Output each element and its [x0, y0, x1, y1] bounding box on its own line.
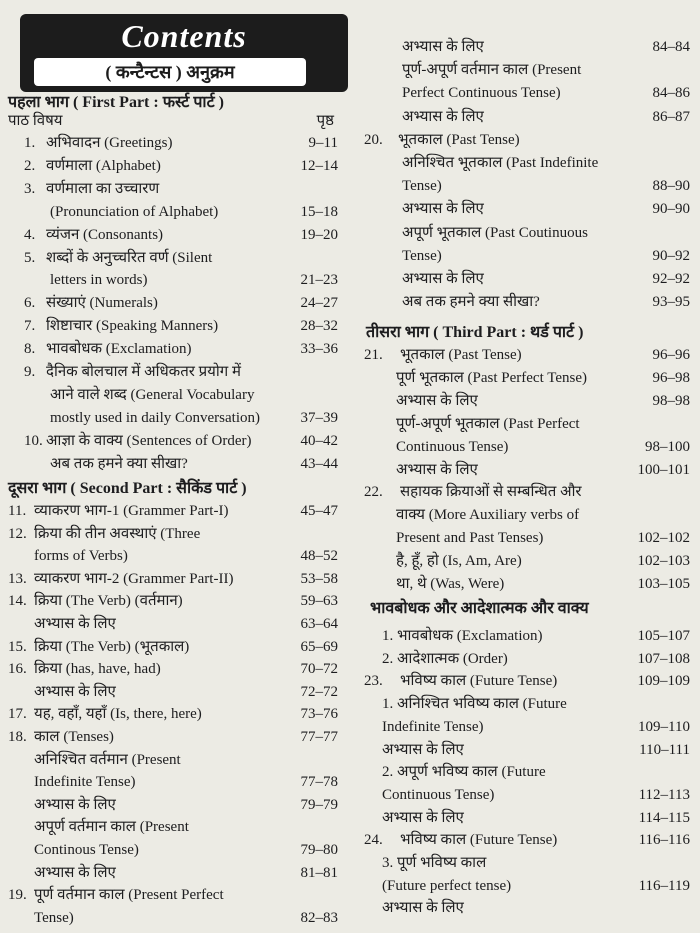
toc-title: सहायक क्रियाओं से सम्बन्धित और: [400, 484, 582, 501]
toc-title: mostly used in daily Conversation): [50, 409, 260, 426]
toc-row: [24, 178, 338, 200]
toc-row: [364, 291, 690, 313]
toc-title: अनिश्चित भूतकाल (Past Indefinite: [402, 155, 599, 171]
toc-row: [364, 175, 690, 197]
toc-title: आज्ञा के वाक्य (Sentences of Order): [46, 432, 252, 449]
toc-number: 10.: [24, 432, 43, 449]
toc-title: 1. अनिश्चित भविष्य काल (Future: [382, 696, 567, 713]
toc-title: Tense): [34, 909, 74, 926]
toc-page-range: 84–84: [652, 39, 690, 55]
page-title: Contents: [121, 18, 247, 54]
toc-number: 22.: [364, 484, 383, 501]
toc-number: 23.: [364, 673, 383, 690]
toc-title: Present and Past Tenses): [396, 530, 544, 547]
toc-number: 12.: [8, 525, 27, 542]
toc-row: [364, 784, 690, 806]
toc-title: अभ्यास के लिए: [396, 392, 478, 409]
toc-title: Tense): [402, 178, 442, 195]
toc-title: अब तक हमने क्या सीखा?: [402, 294, 540, 311]
toc-title: अभिवादन (Greetings): [46, 135, 173, 151]
toc-page-range: 102–103: [637, 553, 690, 570]
toc-row: [364, 625, 690, 647]
toc-row: [8, 794, 338, 816]
toc-page-range: 72–72: [300, 683, 338, 700]
toc-title: Perfect Continuous Tense): [402, 85, 561, 102]
toc-page-range: 109–110: [638, 718, 690, 735]
toc-row: [8, 613, 338, 635]
toc-row: [24, 224, 338, 246]
toc-row: [364, 761, 690, 783]
toc-title: Continuous Tense): [396, 438, 509, 455]
toc-row: [8, 681, 338, 703]
toc-row: [364, 693, 690, 715]
toc-page-range: 100–101: [637, 461, 690, 478]
toc-title: Tense): [402, 247, 442, 264]
toc-page-range: 112–113: [638, 786, 690, 803]
toc-title: भविष्य काल (Future Tense): [400, 832, 558, 849]
toc-row: [24, 155, 338, 177]
toc-page-range: 15–18: [300, 203, 338, 220]
toc-row: [8, 703, 338, 725]
toc-page-range: 37–39: [300, 409, 338, 426]
toc-title: शब्दों के अनुच्चरित वर्ण (Silent: [46, 249, 213, 266]
toc-page-range: 110–111: [639, 741, 690, 758]
toc-page-range: 114–115: [638, 809, 690, 826]
toc-page-range: 93–95: [652, 294, 690, 311]
toc-row: [364, 106, 690, 128]
toc-row: [8, 568, 338, 590]
toc-page-range: 105–107: [637, 628, 690, 644]
toc-number: 1.: [24, 135, 36, 151]
toc-number: 9.: [24, 364, 36, 380]
toc-row: [364, 129, 690, 151]
toc-row: [24, 315, 338, 337]
toc-row: [24, 430, 338, 452]
toc-number: 16.: [8, 661, 27, 678]
toc-row: [24, 384, 338, 406]
toc-row: [8, 884, 338, 906]
toc-row: [364, 573, 690, 595]
toc-page-range: 88–90: [652, 178, 690, 195]
section-heading-exclamation-order: भावबोधक और आदेशात्मक और वाक्य: [370, 600, 589, 617]
toc-row: [8, 590, 338, 612]
toc-row: [364, 852, 690, 874]
toc-title: (Pronunciation of Alphabet): [50, 203, 219, 220]
toc-row: [8, 500, 338, 522]
toc-page-range: 33–36: [300, 341, 338, 358]
toc-title: 3. पूर्ण भविष्य काल: [382, 855, 487, 871]
toc-title: (Future perfect tense): [382, 877, 512, 894]
toc-title: Continous Tense): [34, 842, 139, 858]
toc-row: [364, 268, 690, 290]
toc-title: है, हूँ, हो (Is, Am, Are): [396, 553, 522, 570]
toc-title: Indefinite Tense): [382, 718, 484, 735]
toc-page-range: 81–81: [300, 864, 338, 881]
toc-title: अभ्यास के लिए: [396, 461, 478, 478]
toc-page-range: 65–69: [300, 638, 338, 655]
toc-page-range: 21–23: [300, 272, 338, 289]
toc-page-range: 98–100: [645, 438, 690, 455]
toc-page-range: 70–72: [300, 661, 338, 678]
toc-title: 1. भावबोधक (Exclamation): [382, 628, 543, 644]
toc-page-range: 84–86: [652, 85, 690, 102]
toc-row: [364, 413, 690, 435]
toc-page-range: 40–42: [300, 432, 338, 449]
toc-row: [364, 716, 690, 738]
toc-title: भविष्य काल (Future Tense): [400, 673, 558, 690]
column-header: [8, 110, 338, 132]
toc-row: [8, 816, 338, 838]
section-heading-first-part: पहला भाग ( First Part : फर्स्ट पार्ट ): [8, 94, 224, 111]
toc-title: forms of Verbs): [34, 548, 128, 565]
toc-title: अभ्यास के लिए: [382, 809, 464, 826]
toc-row: [8, 658, 338, 680]
toc-title: अभ्यास के लिए: [34, 616, 116, 632]
toc-number: 20.: [364, 131, 383, 148]
toc-row: [364, 152, 690, 174]
toc-row: [364, 670, 690, 692]
toc-page-range: 96–96: [652, 347, 690, 363]
toc-title: अभ्यास के लिए: [34, 864, 116, 881]
toc-page-range: 28–32: [300, 318, 338, 335]
toc-row: [364, 527, 690, 549]
section-heading-second-part: दूसरा भाग ( Second Part : सैकिंड पार्ट ): [8, 480, 247, 497]
toc-row: [8, 749, 338, 771]
toc-title: अभ्यास के लिए: [382, 741, 464, 758]
toc-title: Indefinite Tense): [34, 774, 136, 791]
toc-page-range: 103–105: [637, 576, 690, 592]
toc-title: अभ्यास के लिए: [402, 201, 484, 218]
toc-number: 17.: [8, 706, 27, 723]
toc-page-range: 43–44: [300, 455, 338, 472]
toc-title: भावबोधक (Exclamation): [46, 341, 192, 358]
toc-row: [8, 907, 338, 929]
toc-page-range: 9–11: [308, 135, 338, 151]
toc-title: अनिश्चित वर्तमान (Present: [34, 751, 181, 768]
toc-title: व्याकरण भाग-1 (Grammer Part-I): [34, 503, 229, 519]
toc-page-range: 79–79: [300, 796, 338, 813]
toc-title: यह, वहाँ, यहाँ (Is, there, here): [34, 706, 202, 723]
toc-page-range: 90–92: [652, 247, 690, 264]
toc-row: [8, 545, 338, 567]
toc-row: [364, 82, 690, 104]
toc-number: 13.: [8, 570, 27, 587]
toc-page-range: 77–77: [300, 729, 338, 745]
toc-title: था, थे (Was, Were): [396, 576, 505, 592]
toc-page-range: 48–52: [300, 548, 338, 565]
toc-row: [24, 338, 338, 360]
toc-row: [364, 344, 690, 366]
toc-row: [364, 459, 690, 481]
toc-number: 11.: [8, 503, 27, 519]
toc-row: [8, 636, 338, 658]
toc-number: 6.: [24, 295, 36, 312]
toc-page-range: 96–98: [652, 369, 690, 386]
toc-number: 3.: [24, 180, 36, 197]
toc-title: पूर्ण भूतकाल (Past Perfect Tense): [396, 369, 588, 386]
toc-title: भूतकाल (Past Tense): [398, 131, 520, 148]
toc-number: 24.: [364, 832, 383, 849]
toc-title: वाक्य (More Auxiliary verbs of: [396, 507, 580, 524]
toc-page-range: 82–83: [300, 909, 338, 926]
toc-title: व्याकरण भाग-2 (Grammer Part-II): [34, 570, 234, 587]
toc-page-range: 77–78: [300, 774, 338, 791]
toc-number: 8.: [24, 341, 36, 358]
toc-row: [8, 771, 338, 793]
toc-page-range: 59–63: [300, 593, 338, 610]
toc-title: 2. अपूर्ण भविष्य काल (Future: [382, 764, 546, 781]
toc-page-range: 116–119: [638, 877, 690, 894]
toc-row: [24, 132, 338, 154]
toc-title: शिष्टाचार (Speaking Manners): [46, 318, 219, 335]
toc-page-range: 109–109: [637, 673, 690, 690]
toc-page-range: 63–64: [300, 616, 338, 632]
toc-number: 15.: [8, 638, 27, 655]
toc-title: अभ्यास के लिए: [34, 796, 116, 813]
toc-row: [364, 739, 690, 761]
toc-title: अभ्यास के लिए: [402, 39, 484, 55]
toc-title: भूतकाल (Past Tense): [400, 347, 522, 363]
toc-title: अब तक हमने क्या सीखा?: [50, 455, 188, 472]
toc-number: 5.: [24, 249, 36, 266]
toc-row: [364, 390, 690, 412]
toc-row: [24, 269, 338, 291]
section-heading-third-part: तीसरा भाग ( Third Part : थर्ड पार्ट ): [366, 324, 584, 341]
toc-row: [24, 361, 338, 383]
toc-number: 19.: [8, 887, 27, 904]
toc-page-range: 86–87: [652, 108, 690, 125]
toc-title: काल (Tenses): [34, 729, 114, 745]
toc-page-range: 102–102: [637, 530, 690, 547]
toc-row: [8, 862, 338, 884]
toc-row: [24, 453, 338, 475]
toc-page-range: 107–108: [637, 650, 690, 667]
toc-number: 2.: [24, 157, 36, 174]
toc-title: letters in words): [50, 272, 148, 289]
toc-row: [24, 292, 338, 314]
toc-title: पूर्ण वर्तमान काल (Present Perfect: [34, 887, 224, 904]
toc-title: 2. आदेशात्मक (Order): [382, 650, 508, 667]
toc-row: [364, 198, 690, 220]
toc-title: क्रिया (The Verb) (भूतकाल): [34, 638, 190, 655]
toc-title: अभ्यास के लिए: [402, 271, 484, 287]
toc-page-range: 116–116: [638, 832, 690, 849]
toc-row: [364, 550, 690, 572]
toc-page-range: 73–76: [300, 706, 338, 723]
toc-row: [8, 726, 338, 748]
toc-title: आने वाले शब्द (General Vocabulary: [50, 386, 255, 403]
toc-row: [364, 59, 690, 81]
toc-title: अपूर्ण वर्तमान काल (Present: [34, 819, 189, 836]
toc-title: व्यंजन (Consonants): [46, 226, 164, 243]
toc-page-range: 98–98: [652, 392, 690, 409]
toc-title: क्रिया (has, have, had): [34, 661, 161, 678]
toc-number: 21.: [364, 347, 383, 363]
toc-title: Continuous Tense): [382, 786, 495, 803]
toc-title: अपूर्ण भूतकाल (Past Coutinuous: [402, 224, 588, 241]
toc-title: वर्णमाला का उच्चारण: [46, 180, 160, 197]
contents-banner: [20, 14, 348, 92]
toc-row: [24, 201, 338, 223]
toc-number: 7.: [24, 318, 36, 335]
toc-row: [364, 504, 690, 526]
toc-row: [364, 245, 690, 267]
toc-row: [364, 807, 690, 829]
toc-title: अभ्यास के लिए: [402, 108, 484, 125]
toc-page-range: 19–20: [300, 226, 338, 243]
toc-title: पूर्ण-अपूर्ण भूतकाल (Past Perfect: [396, 415, 580, 432]
column-header-page: पृष्ठ: [316, 113, 334, 129]
toc-page-range: 90–90: [652, 201, 690, 218]
toc-row: [364, 829, 690, 851]
toc-row: [364, 436, 690, 458]
toc-row: [8, 523, 338, 545]
column-header-lesson: पाठ विषय: [8, 113, 63, 129]
toc-number: 18.: [8, 729, 27, 745]
toc-row: [364, 36, 690, 58]
toc-row: [364, 897, 690, 919]
toc-row: [364, 648, 690, 670]
toc-number: 14.: [8, 593, 27, 610]
toc-row: [364, 875, 690, 897]
toc-page-range: 92–92: [652, 271, 690, 287]
toc-row: [364, 222, 690, 244]
toc-title: अभ्यास के लिए: [34, 683, 116, 700]
toc-row: [24, 247, 338, 269]
toc-page-range: 12–14: [300, 157, 338, 174]
toc-title: अभ्यास के लिए: [382, 900, 464, 917]
toc-title: क्रिया (The Verb) (वर्तमान): [34, 593, 183, 610]
toc-row: [8, 839, 338, 861]
toc-page-range: 24–27: [300, 295, 338, 312]
toc-title: पूर्ण-अपूर्ण वर्तमान काल (Present: [402, 62, 582, 79]
toc-page-range: 79–80: [300, 842, 338, 858]
toc-row: [364, 367, 690, 389]
toc-title: दैनिक बोलचाल में अधिकतर प्रयोग में: [46, 364, 241, 380]
toc-title: क्रिया की तीन अवस्थाएं (Three: [34, 525, 201, 542]
toc-number: 4.: [24, 226, 36, 243]
toc-page-range: 45–47: [300, 503, 338, 519]
toc-title: वर्णमाला (Alphabet): [46, 157, 161, 174]
page-subtitle: ( कन्टैन्टस ) अनुक्रम: [34, 58, 306, 86]
toc-title: संख्याएं (Numerals): [46, 295, 158, 312]
toc-page-range: 53–58: [300, 570, 338, 587]
toc-row: [364, 481, 690, 503]
toc-row: [24, 407, 338, 429]
